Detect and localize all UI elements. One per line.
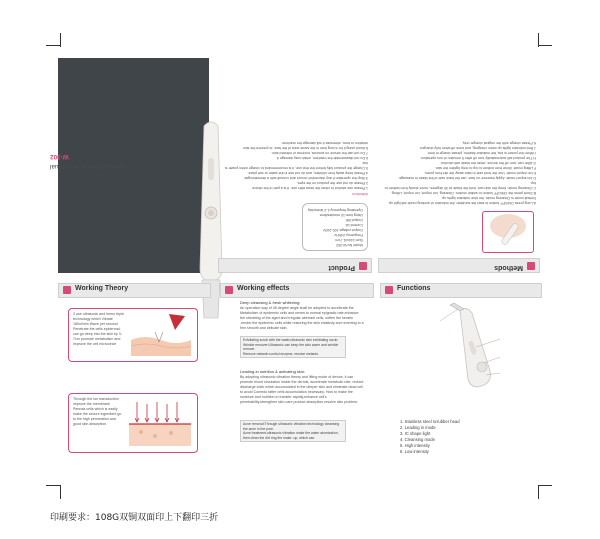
- note-line: Exfoliating scrub with the water,ultrasonic skin exfoliating scrub.: [243, 338, 339, 342]
- product-header: [218, 258, 372, 273]
- attention-line: 8.Avoid using it for a long time in the same area of the face, to prevent the skin: [243, 146, 368, 150]
- spec-line: Operating frequency:1-2 times/day: [307, 208, 363, 212]
- note-line: Acne removal:Through ultrasonic vibration technology cleansing the acne in the pore.: [243, 422, 340, 431]
- face-usage-image: [483, 212, 533, 252]
- crop-mark: [538, 485, 552, 486]
- header-marker-icon: [385, 286, 393, 294]
- function-item: 6. Low intensity: [400, 449, 429, 454]
- spec-line: Using time:10 minutes/time: [319, 213, 363, 217]
- product-header-title: Product: [328, 264, 355, 271]
- methods-lines: [384, 140, 536, 205]
- working-theory-panel: [58, 283, 209, 488]
- method-line: K.Please charge with the original charger only.: [462, 141, 536, 145]
- methods-header-title: Methods: [494, 264, 523, 271]
- header-marker-icon: [225, 286, 233, 294]
- theory-box-ion: [68, 393, 198, 453]
- function-item: 5. High intensity: [400, 443, 430, 448]
- methods-panel: [380, 58, 540, 273]
- method-line: G.After use, turn off the device, clean the blade with alcohol.: [440, 161, 536, 165]
- effects-note2: [240, 420, 346, 442]
- effects-sec1-title: Deep cleansing & fresh whitening:: [240, 300, 301, 305]
- function-item: 4. Cleansing mode: [400, 437, 435, 442]
- ion-penetration-diagram: [127, 398, 193, 448]
- header-marker-icon: [527, 262, 535, 270]
- spec-line: Frequency:24KHz: [334, 233, 363, 237]
- note-line: Remove melanin:control enzyme, resolve melanin.: [243, 351, 319, 356]
- spec-line: Size:144x41.7cm: [335, 238, 363, 242]
- working-theory-title: Working Theory: [75, 285, 129, 292]
- attention-lines: [224, 140, 368, 190]
- method-line: H.The product will automatically turn off after 5 minutes of non-operation.: [420, 156, 536, 160]
- method-line: C.Cleaning mode: Keep the skin wet, hold the blade at 45 degrees, move slowly from bottom to top.: [384, 181, 536, 190]
- effects-sec1-text: An operation way of 45 degree angle shall be adopted to accelerate the Metabolism of epidermic cells and renew to normal epigradic rate,enhance the shedding of the aged and irregular aberrant cells, soften the keratin ,render the epidermic cells white restoring the skin elasticity and reverting to a firm smooth and delicate skin.: [240, 306, 364, 330]
- working-effects-title: Working effects: [237, 285, 290, 292]
- method-line: I.When the power is low, the indicator flashes, please charge in time.: [426, 151, 536, 155]
- method-line: B.Short press the ON/OFF button to switch modes: Cleaning, Ion import, Ion export, Lifting.: [391, 191, 536, 195]
- effects-sec2-title: Leading-in nutrition & activating skin:: [240, 369, 306, 374]
- crop-mark: [60, 33, 61, 47]
- functions-list: [400, 419, 520, 455]
- crop-mark: [46, 45, 60, 46]
- attention-line: 7.Do not use the device on wounds, eczema or infected skin.: [271, 151, 368, 155]
- working-theory-header: [58, 283, 211, 298]
- theory-text-ion: Through the ion transduction improve the membrane Pennaa cells which is easily make the secure ingredient go to the high permeation and good skin absorption.: [73, 397, 122, 426]
- cover-subtitle: Skin scrubber user manual: [50, 163, 127, 170]
- attention-line: 2.Please do not use the product on the eyes.: [296, 181, 368, 185]
- method-line: E.Ion export mode: Use the front side to take away the dirt from pores.: [424, 171, 536, 175]
- spec-line: Model No:W-302: [336, 243, 363, 247]
- crop-mark: [538, 33, 539, 47]
- attention-line: 3.Stop the operation if any discomfort occurs and consult with a dermatologist.: [243, 176, 368, 180]
- functions-title: Functions: [397, 285, 431, 292]
- attention-line: 5.Charge the product fully before the first use, it is recommended to charge when power is low.: [224, 161, 368, 170]
- attention-label: Attention: [352, 192, 368, 197]
- effects-note1: [240, 336, 346, 358]
- functions-panel: [380, 283, 540, 488]
- method-line: F.Lifting mode: Move from bottom to top to help tighten the skin.: [434, 166, 536, 170]
- function-item: 1. Stainless steel scrubber head: [400, 419, 460, 424]
- product-panel: [220, 58, 372, 273]
- spec-lines: [305, 207, 363, 247]
- methods-image-box: [482, 211, 534, 253]
- spec-line: Output:3W: [345, 218, 363, 222]
- theory-box-ultrasonic: [68, 308, 198, 362]
- attention-line: 6.Do not disassemble the machine, which may damage it.: [276, 156, 368, 160]
- method-line: D.Ion import mode: Apply essence on face, use the back side of the blade to massage.: [398, 176, 536, 180]
- spec-box: [302, 203, 368, 251]
- spec-line: Current:1A: [345, 223, 363, 227]
- working-effects-panel: [220, 283, 372, 488]
- attention-line: 4.Please keep away from children, and do not use in the water or wet place.: [247, 171, 368, 175]
- cover-model: W-302: [50, 153, 69, 160]
- print-requirement: 印刷要求：108G双铜双面印上下翻印三折: [50, 513, 219, 523]
- spec-line: Output voltage:100-240V: [323, 228, 363, 232]
- functions-header: [380, 283, 542, 298]
- theory-text-ultrasonic: 3 use ultrasonic and hemo triple technology which Vibrate 180m/min Wave per second Penetrate the cells epidermal, can go deep into the skin by 3-7cm promote metabolism and improve the cell microcircle: [73, 312, 124, 346]
- working-effects-header: [220, 283, 374, 298]
- method-line: J.Red indicator lights up when charging, and turns off when fully charged.: [419, 146, 536, 150]
- function-item: 3. IC shape light: [400, 431, 431, 436]
- device-functions-diagram: [430, 301, 510, 401]
- cover-panel: [50, 58, 209, 273]
- cover-text: [50, 146, 209, 186]
- skin-layer-diagram: [129, 312, 193, 358]
- header-marker-icon: [63, 286, 71, 294]
- attention-line: 1.Please use alcohol to clean the head after use. It is a part of the device.: [251, 186, 368, 190]
- effects-sec2-text: By adopting ultrasonic vibration theory and lifting mode of device, it can promote blood circulation inside the dermis, accelerate metabolic rate, reduce discharge toxin which accumulated in the deeper skin and eliminate dead cell to avoid Comedo fatter cells accumulation necessary. How to make the moisture and nutrition to transfer rapidly,enhance cell's penetrability,strengthen skin care product absorption,resolve skin problem.: [240, 375, 364, 404]
- note-line: Acne treatment:ultrasonic vibration make the water atomization, then clean the dirt ring the make- up, which can.: [243, 431, 339, 440]
- note-line: Wrinkle remover:Ultrasonic can keep the skin warm and wrinkle remove.: [243, 342, 339, 352]
- crop-mark: [538, 45, 552, 46]
- method-line: A.Long press ON/OFF button to start the scrubber, the indicator of working mode will light up.: [387, 201, 536, 205]
- methods-header: [378, 258, 540, 273]
- method-line: Default mode is Cleaning mode, the blue indicator lights up.: [441, 196, 536, 200]
- header-marker-icon: [359, 262, 367, 270]
- function-item: 2. Leading in mode: [400, 425, 436, 430]
- attention-line: irritation or burn, otherwise it will damage the machine.: [281, 141, 368, 145]
